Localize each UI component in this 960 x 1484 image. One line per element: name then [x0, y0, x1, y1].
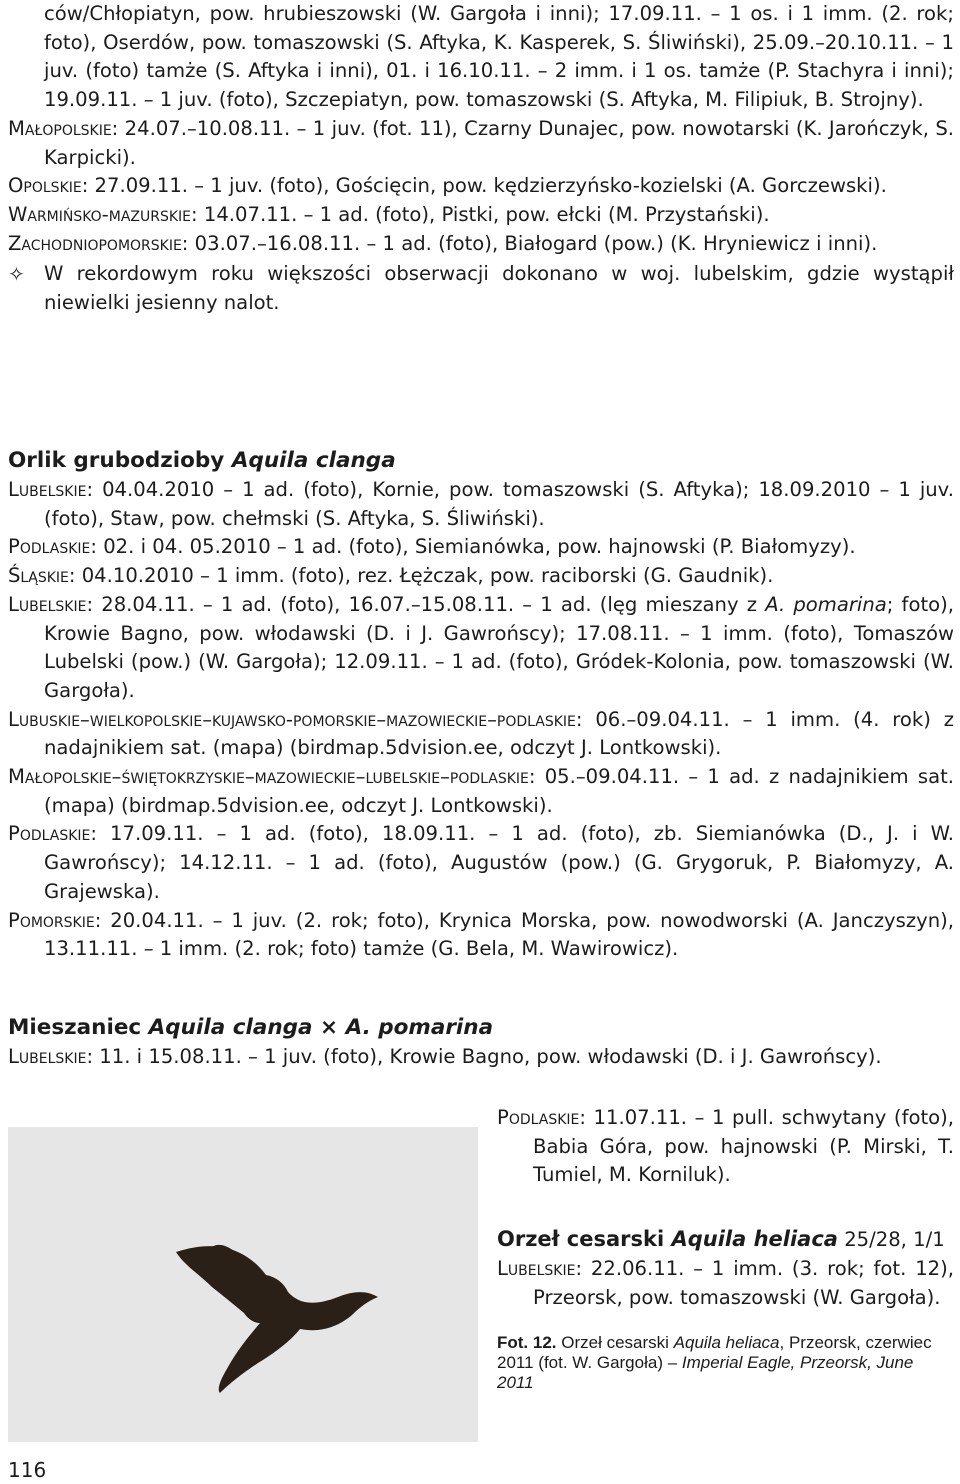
right-column: [497, 1104, 954, 1393]
entry-text: 17.09.11. – 1 ad. (foto), 18.09.11. – 1 ad. (foto), zb. Siemianówka (D., J. i W. Gawrońscy); 14.12.11. – 1 ad. (foto), Augustów (pow.) (G. Grygoruk, P. Białomyzy, A. Grajewska).: [44, 822, 954, 903]
entry-text: 22.06.11. – 1 imm. (3. rok; fot. 12), Przeorsk, pow. tomaszowski (W. Gargoła).: [533, 1256, 954, 1309]
distribution-entry: ców/Chłopiatyn, pow. hrubieszowski (W. Gargoła i inni); 17.09.11. – 1 os. i 1 imm. (2. rok; foto), Oserdów, pow. tomaszowski (S. Aftyka, K. Kasperek, S. Śliwiński), 25.09.–20.10.11. – 1 juv. (foto) tamże (S. Aftyka i inni), 01. i 16.10.11. – 2 imm. i 1 os. tamże (P. Stachyra i inni); 19.09.11. – 1 juv. (foto), Szczepiatyn, pow. tomaszowski (S. Aftyka, M. Filipiuk, B. Strojny).: [44, 2, 954, 112]
entry-text: 05.–09.04.11. – 1 ad. z nadajnikiem sat. (mapa) (birdmap.5dvision.ee, odczyt J. Lontkowski).: [44, 765, 954, 817]
species-scientific-name: Aquila heliaca: [671, 1227, 838, 1252]
species-scientific-name: Aquila clanga: [231, 448, 396, 473]
region-label: Śląskie:: [8, 564, 76, 588]
eagle-photo: [8, 1127, 478, 1442]
caption-label: Fot. 12.: [497, 1333, 557, 1353]
distribution-entry: [8, 115, 954, 172]
region-label: Lubelskie:: [8, 592, 94, 616]
entry-text: 04.04.2010 – 1 ad. (foto), Kornie, pow. tomaszowski (S. Aftyka); 18.09.2010 – 1 juv. (foto), Staw, pow. chełmski (S. Aftyka, S. Śliwiński).: [44, 478, 954, 530]
species-name: Mieszaniec: [8, 1015, 149, 1040]
region-label: Podlaskie:: [8, 822, 97, 846]
distribution-entry: [8, 591, 954, 706]
species-name: Orzeł cesarski: [497, 1227, 672, 1252]
species-name: Orlik grubodzioby: [8, 448, 232, 473]
entry-text: 11.07.11. – 1 pull. schwytany (foto), Babia Góra, pow. hajnowski (P. Mirski, T. Tumiel, M. Korniluk).: [533, 1106, 954, 1187]
remark-text: W rekordowym roku większości obserwacji dokonano w woj. lubelskim, gdzie wystąpił niewielki jesienny nalot.: [44, 262, 954, 315]
region-label: Małopolskie–świętokrzyskie–mazowieckie–lubelskie–podlaskie:: [8, 765, 536, 789]
species-scientific-name: Aquila clanga: [148, 1015, 313, 1040]
entry-text: 24.07.–10.08.11. – 1 juv. (fot. 11), Czarny Dunajec, pow. nowotarski (K. Jarończyk, S. Karpicki).: [44, 116, 954, 169]
distribution-entry: [8, 763, 954, 820]
species-heading: [8, 446, 954, 476]
region-label: Lubelskie:: [497, 1256, 583, 1280]
distribution-entry: [8, 820, 954, 906]
entry-text: 11. i 15.08.11. – 1 juv. (foto), Krowie Bagno, pow. włodawski (D. i J. Gawrońscy).: [93, 1045, 882, 1068]
distribution-entry: [8, 172, 954, 201]
species-scientific-name: A. pomarina: [345, 1015, 494, 1040]
distribution-entry: [8, 476, 954, 533]
entry-text: 06.–09.04.11. – 1 imm. (4. rok) z nadajnikiem sat. (mapa) (birdmap.5dvision.ee, odczyt J. Lontkowski).: [44, 707, 954, 760]
region-label: Zachodniopomorskie:: [8, 231, 189, 255]
caption-text: , Przeorsk, czerwiec 2011 (fot. W. Gargoła) –: [497, 1333, 932, 1373]
photo-figure: [8, 1127, 478, 1442]
distribution-entry: [497, 1255, 954, 1312]
caption-text: Orzeł cesarski: [556, 1333, 674, 1353]
entry-text: 02. i 04. 05.2010 – 1 ad. (foto), Siemianówka, pow. hajnowski (P. Białomyzy).: [96, 535, 856, 559]
record-counts: 25/28, 1/1: [837, 1228, 945, 1252]
hybrid-cross-symbol: ×: [312, 1015, 346, 1040]
distribution-entry: [8, 1043, 954, 1072]
distribution-entry: [8, 706, 954, 763]
species-section-clanga: [8, 446, 954, 964]
distribution-entry: [8, 907, 954, 964]
entry-text: 27.09.11. – 1 juv. (foto), Gościęcin, pow. kędzierzyńsko-kozielski (A. Gorczewski).: [88, 174, 887, 198]
region-label: Opolskie:: [8, 174, 89, 198]
region-label: Małopolskie:: [8, 116, 119, 140]
distribution-entry: [8, 201, 954, 230]
entry-text: 28.04.11. – 1 ad. (foto), 16.07.–15.08.11. – 1 ad. (lęg mieszany z: [93, 592, 766, 616]
species-section-hybrid: [8, 1013, 954, 1072]
four-point-star-icon: ✧: [8, 262, 25, 287]
entry-text: 20.04.11. – 1 juv. (2. rok; foto), Krynica Morska, pow. nowodworski (A. Janczyszyn), 13.11.11. – 1 imm. (2. rok; foto) tamże (G. Bela, M. Wawirowicz).: [44, 908, 954, 961]
entry-text: 14.07.11. – 1 ad. (foto), Pistki, pow. ełcki (M. Przystański).: [197, 202, 770, 226]
remark-note: [8, 260, 954, 317]
photo-caption: [497, 1333, 954, 1393]
entry-text: ; foto), Krowie Bagno, pow. włodawski (D. i J. Gawrońscy); 17.08.11. – 1 imm. (foto), Tomaszów Lubelski (pow.) (W. Gargoła); 12.09.11. – 1 ad. (foto), Gródek-Kolonia, pow. tomaszowski (W. Gargoła).: [44, 592, 954, 702]
region-label: Pomorskie:: [8, 908, 102, 932]
species-heading: [8, 1013, 954, 1043]
distribution-entry: [8, 230, 954, 259]
region-label: Warmińsko-mazurskie:: [8, 202, 198, 226]
entry-text: 03.07.–16.08.11. – 1 ad. (foto), Białogard (pow.) (K. Hryniewicz i inni).: [188, 231, 878, 255]
caption-english: Imperial Eagle, Przeorsk, June 2011: [497, 1353, 914, 1393]
species-heading: [497, 1225, 954, 1255]
distribution-entry: [8, 533, 954, 562]
region-label: Lubelskie:: [8, 478, 94, 501]
distribution-entry: [8, 562, 954, 591]
continued-section: [8, 0, 954, 318]
distribution-entry: [497, 1104, 954, 1190]
region-label: Podlaskie:: [8, 535, 97, 559]
caption-scientific-name: Aquila heliaca: [673, 1333, 780, 1353]
entry-text: 04.10.2010 – 1 imm. (foto), rez. Łężczak, pow. raciborski (G. Gaudnik).: [75, 564, 774, 588]
region-label: Podlaskie:: [497, 1106, 586, 1129]
species-section-heliaca: [497, 1225, 954, 1312]
region-label: Lubelskie:: [8, 1045, 94, 1068]
scientific-name-inline: A. pomarina: [765, 592, 887, 616]
page-number: 116: [8, 1458, 47, 1482]
region-label: Lubuskie–wielkopolskie–kujawsko-pomorskie–mazowieckie–podlaskie:: [8, 707, 583, 731]
